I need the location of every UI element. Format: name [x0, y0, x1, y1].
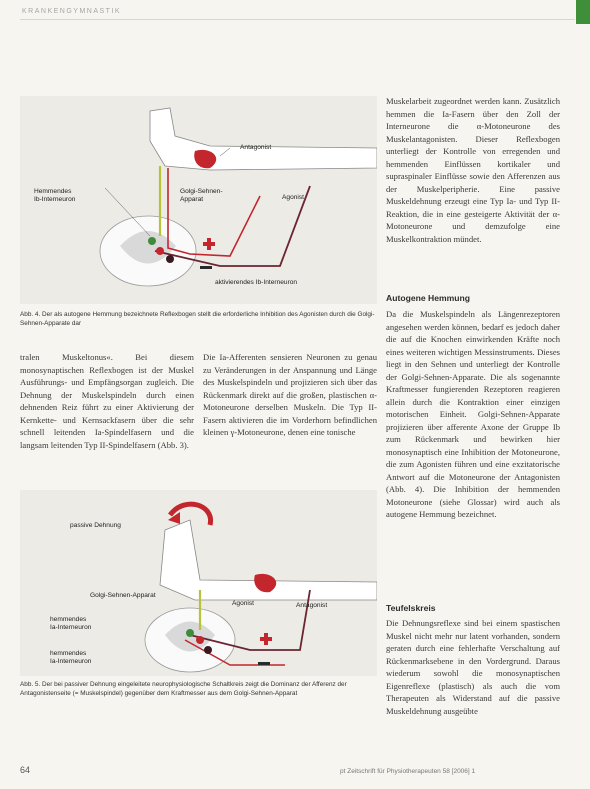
label-golgi-apparatus-2: Golgi-Sehnen-Apparat: [90, 592, 156, 599]
label-inhibitory-interneuron-2b: hemmendes Ia-Interneuron: [50, 650, 92, 665]
figure2-diagram: [20, 490, 377, 676]
neuron-dark-2: [204, 646, 212, 654]
inhibitory-neuron: [148, 237, 156, 245]
label-activating-interneuron: aktivierendes Ib-Interneuron: [215, 279, 298, 286]
neuron-red-2: [196, 636, 204, 644]
neuron-green-2: [186, 629, 194, 637]
label-antagonist: Antagonist: [240, 144, 272, 151]
leg-outline: [150, 108, 377, 170]
body-column-2: Die Ia-Afferenten sensieren Neuronen zu genau zu Veränderungen in der Anspannung und Länge des Muskelspindeln und projizieren sich über das Rückenmark direkt auf die großen, plastischen α-Motoneurone derselben Muskeln. Die Typ II-Fasern aktivieren die im Vorderhorn befindlichen kleinen γ-Motoneurone, denen eine tonische: [203, 352, 377, 437]
page-number: 64: [20, 765, 31, 775]
body-column-3-top: Muskelarbeit zugeordnet werden kann. Zusätzlich hemmen die Ia-Fasern über den Zoll der Interneurone die α-Motoneurone des Muskelantagonisten. Dieser Reflexbogen unterliegt der Kontrolle von erregenden und hemmenden Einflüssen kortikaler und supraspinaler Einflüsse sowie den Afferenzen aus der Muskelperipherie. Eine passive Muskeldehnung erzeugt eine Typ Ia- und Typ II-Reaktion, die in eine gesteigerte Aktivität der α-Motoneurone und demzufolge eine Muskelkontraktion mündet.: [386, 96, 560, 244]
body-column-3-middle: Da die Muskelspindeln als Längenrezeptoren angesehen werden können, bedarf es jedoch daher die auf die Knochen einwirkenden Kräfte noch eines weiteren wichtigen Messinstruments. Dieses liegt in den Sehnen und unterliegt der Kontrolle der Golgi-Sehnen-Apparate. Die als sogenannte Kraftmesser fungierenden Rezeptoren reagieren allein durch die Kontraktion einer einzigen motorischen Einheit. Golgi-Sehnen-Apparate projizieren über afferente Axone der Gruppe Ib zum Rückenmark und bewirken hier monosynaptisch eine Inhibition der Motoneurone, die zum Agonisten führen und eine exzitatorische Antwort auf die Motoneurone der Antagonisten (Abb. 4). Die Inhibition der hemmenden Motoneurone (siehe Glossar) wird auch als autogene Hemmung bezeichnet.: [386, 309, 560, 519]
minus-sign-2: [258, 662, 270, 665]
label-inhibitory-interneuron-2a: hemmendes Ia-Interneuron: [50, 616, 92, 631]
plus-sign-v: [207, 238, 211, 250]
label-antagonist-2: Antagonist: [296, 602, 328, 609]
figure2-caption: Abb. 5. Der bei passiver Dehnung eingeleitete neurophysiologische Schaltkreis zeigt die Dominanz der Afferenz der Antagonistenseite (= Muskelspindel) gegenüber dem Kraftmesser aus dem Golgi-Sehnen-Apparat: [20, 681, 347, 697]
header-rule: [20, 19, 575, 20]
section-header: KRANKENGYMNASTIK: [22, 8, 122, 15]
label-passive-stretch: passive Dehnung: [70, 522, 121, 529]
label-agonist: Agonist: [282, 194, 304, 201]
subheading-vicious-circle: Teufelskreis: [386, 603, 436, 613]
label-inhibitory-interneuron: Hemmendes Ib-Interneuron: [34, 188, 76, 203]
journal-title: pt Zeitschrift für Physiotherapeuten 58 [2006] 1: [340, 768, 476, 775]
body-column-3-bottom: Die Dehnungsreflexe sind bei einem spastischen Muskel nicht mehr nur latent vorhanden, sondern geraten durch eine fehlerhafte Verschaltung auf Rückenmarksebene in den Vordergrund. Daraus wiederum sowohl die monosynaptischen Eigenreflexe (plastisch) als auch die vom Therapeuten als Widerstand auf die passive Muskeldehnung ausgeübte: [386, 618, 560, 716]
figure-autogenic-inhibition: [20, 96, 377, 304]
section-color-tab: [576, 0, 590, 24]
excitatory-neuron: [156, 247, 164, 255]
label-golgi-apparatus: Golgi-Sehnen- Apparat: [180, 188, 223, 203]
minus-sign: [200, 266, 212, 269]
plus-sign-v-2: [264, 633, 268, 645]
subheading-autogenic-inhibition: Autogene Hemmung: [386, 293, 471, 303]
figure1-caption: Abb. 4. Der als autogene Hemmung bezeichnete Reflexbogen stellt die erforderliche Inhibition des Agonisten durch die Golgi-Sehnen-Apparate dar: [20, 311, 375, 327]
label-agonist-2: Agonist: [232, 600, 254, 607]
figure-passive-stretch: [20, 490, 377, 676]
motor-neuron: [166, 255, 174, 263]
body-column-1: tralen Muskeltonus«. Bei diesem monosynaptischen Reflexbogen ist der Muskel Ausführungs- und Empfängsorgan zugleich. Die Dehnung der Muskelspindeln durch einen dehnenden Reiz führt zu einer Aktivierung der Kernkette- und Kernsackfasern über die sehr schnell leitenden Ia-Spindelfasern und die langsam leitenden Typ II-Spindelfasern (Abb. 3).: [20, 352, 194, 450]
